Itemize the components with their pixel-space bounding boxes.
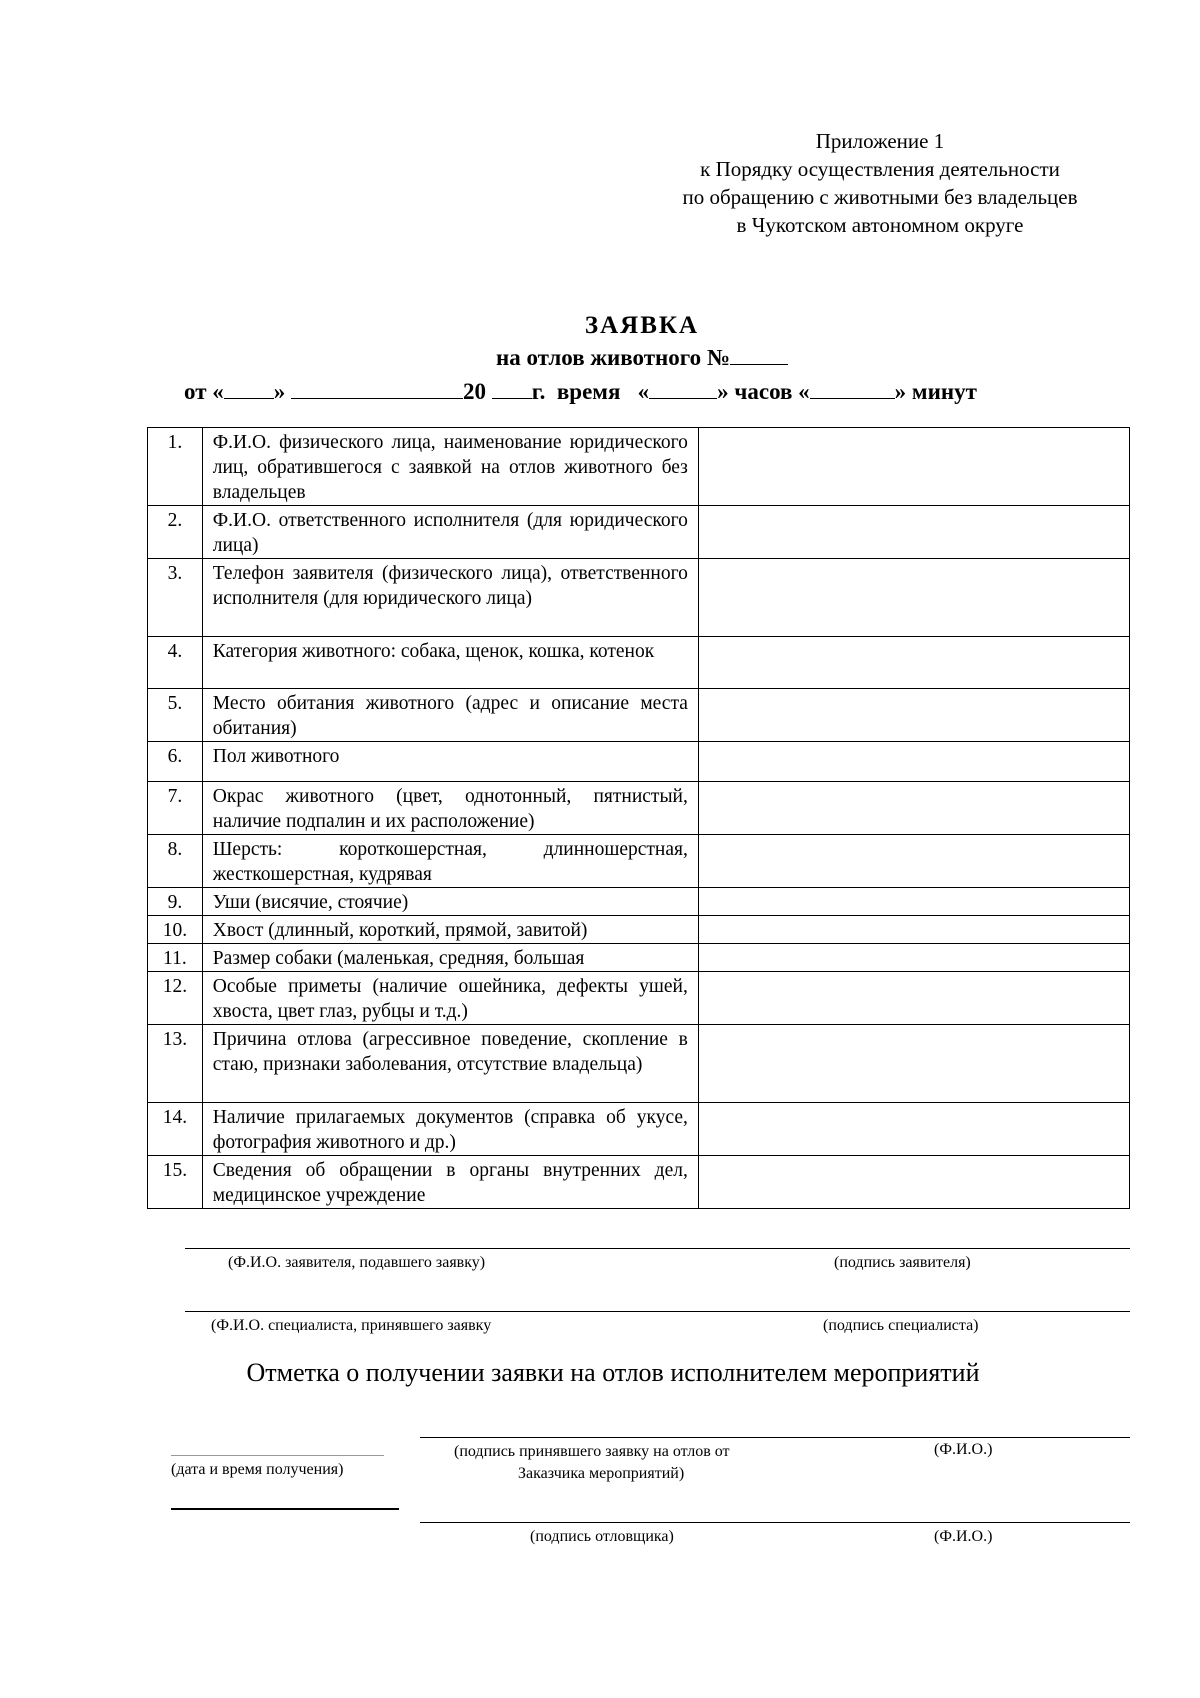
row-label: Наличие прилагаемых документов (справка об укусе, фотография животного и др.) — [202, 1103, 698, 1156]
table-row — [148, 888, 1130, 916]
table-row — [148, 689, 1130, 742]
row-number: 4. — [148, 637, 203, 689]
row-label: Хвост (длинный, короткий, прямой, завитой) — [202, 916, 698, 944]
table-row — [148, 428, 1130, 506]
row-number: 8. — [148, 835, 203, 888]
time-label: г. время — [531, 379, 621, 404]
row-label: Уши (висячие, стоячие) — [202, 888, 698, 916]
date-from-label: от « — [184, 379, 224, 404]
specialist-name-caption: (Ф.И.О. специалиста, принявшего заявку — [211, 1317, 492, 1334]
row-label: Телефон заявителя (физического лица), ответственного исполнителя (для юридического лица) — [202, 559, 698, 637]
row-value-field[interactable] — [698, 428, 1129, 506]
catcher-signature-line[interactable] — [420, 1522, 1130, 1523]
table-row — [148, 1025, 1130, 1103]
row-label: Причина отлова (агрессивное поведение, скопление в стаю, признаки заболевания, отсутствие владельца) — [202, 1025, 698, 1103]
row-label: Ф.И.О. ответственного исполнителя (для юридического лица) — [202, 506, 698, 559]
row-number: 7. — [148, 782, 203, 835]
row-value-field[interactable] — [698, 1156, 1129, 1209]
table-row — [148, 972, 1130, 1025]
table-row — [148, 782, 1130, 835]
row-label: Окрас животного (цвет, однотонный, пятнистый, наличие подпалин и их расположение) — [202, 782, 698, 835]
row-label: Ф.И.О. физического лица, наименование юридического лиц, обратившегося с заявкой на отлов животного без владельцев — [202, 428, 698, 506]
appendix-line-1: Приложение 1 — [815, 129, 945, 153]
day-field[interactable] — [224, 378, 274, 399]
year-field[interactable] — [492, 378, 532, 399]
table-row — [148, 637, 1130, 689]
row-number: 9. — [148, 888, 203, 916]
row-number: 5. — [148, 689, 203, 742]
row-label: Пол животного — [202, 742, 698, 782]
row-number: 10. — [148, 916, 203, 944]
catcher-sign-caption: (подпись отловщика) — [530, 1528, 674, 1545]
row-label: Особые приметы (наличие ошейника, дефекты ушей, хвоста, цвет глаз, рубцы и т.д.) — [202, 972, 698, 1025]
fio-caption-2: (Ф.И.О.) — [934, 1528, 993, 1545]
specialist-sign-caption: (подпись специалиста) — [823, 1317, 979, 1334]
table-row — [148, 506, 1130, 559]
applicant-sign-caption: (подпись заявителя) — [834, 1254, 971, 1271]
row-value-field[interactable] — [698, 637, 1129, 689]
row-value-field[interactable] — [698, 835, 1129, 888]
specialist-signature-line[interactable] — [185, 1311, 1130, 1312]
hours-label: » часов « — [717, 379, 810, 404]
table-row — [148, 742, 1130, 782]
row-number: 13. — [148, 1025, 203, 1103]
table-row — [148, 835, 1130, 888]
row-value-field[interactable] — [698, 888, 1129, 916]
form-title: ЗАЯВКА — [584, 312, 700, 339]
minutes-field[interactable] — [810, 378, 895, 399]
appendix-line-2: к Порядку осуществления деятельности — [700, 157, 1060, 181]
row-value-field[interactable] — [698, 782, 1129, 835]
date-close-label: » — [273, 379, 286, 404]
year-prefix: 20 — [463, 379, 486, 404]
row-number: 12. — [148, 972, 203, 1025]
row-label: Размер собаки (маленькая, средняя, большая — [202, 944, 698, 972]
date-time-caption: (дата и время получения) — [171, 1461, 344, 1478]
row-number: 2. — [148, 506, 203, 559]
table-row — [148, 916, 1130, 944]
subtitle-text: на отлов животного № — [495, 345, 731, 370]
time-open-label: « — [637, 379, 650, 404]
row-number: 14. — [148, 1103, 203, 1156]
row-label: Шерсть: короткошерстная, длинношерстная, жесткошерстная, кудрявая — [202, 835, 698, 888]
request-form-table — [147, 427, 1130, 1209]
row-label: Место обитания животного (адрес и описание места обитания) — [202, 689, 698, 742]
date-time-line — [184, 378, 977, 405]
row-number: 15. — [148, 1156, 203, 1209]
row-value-field[interactable] — [698, 506, 1129, 559]
customer-signature-line[interactable] — [420, 1437, 1130, 1438]
form-subtitle — [0, 344, 1200, 371]
receipt-title: Отметка о получении заявки на отлов исполнителем мероприятий — [246, 1358, 980, 1387]
fio-caption-1: (Ф.И.О.) — [934, 1441, 993, 1458]
table-row — [148, 1156, 1130, 1209]
date-time-line-field[interactable] — [171, 1455, 384, 1456]
appendix-header — [640, 127, 1120, 239]
row-value-field[interactable] — [698, 972, 1129, 1025]
row-value-field[interactable] — [698, 742, 1129, 782]
month-field[interactable] — [291, 378, 463, 399]
extra-signature-line[interactable] — [171, 1508, 399, 1510]
appendix-line-3: по обращению с животными без владельцев — [682, 185, 1078, 209]
row-number: 11. — [148, 944, 203, 972]
table-row — [148, 944, 1130, 972]
customer-sign-caption-1: (подпись принявшего заявку на отлов от — [454, 1443, 730, 1460]
row-value-field[interactable] — [698, 1025, 1129, 1103]
row-value-field[interactable] — [698, 944, 1129, 972]
row-label: Сведения об обращении в органы внутренних дел, медицинское учреждение — [202, 1156, 698, 1209]
row-value-field[interactable] — [698, 916, 1129, 944]
customer-sign-caption-2: Заказчика мероприятий) — [518, 1465, 685, 1482]
applicant-name-caption: (Ф.И.О. заявителя, подавшего заявку) — [228, 1254, 486, 1271]
appendix-line-4: в Чукотском автономном округе — [736, 213, 1024, 237]
row-number: 6. — [148, 742, 203, 782]
row-number: 3. — [148, 559, 203, 637]
table-row — [148, 559, 1130, 637]
row-number: 1. — [148, 428, 203, 506]
hours-field[interactable] — [649, 378, 717, 399]
row-value-field[interactable] — [698, 689, 1129, 742]
applicant-signature-line[interactable] — [185, 1248, 1130, 1249]
request-number-field[interactable] — [730, 344, 788, 365]
row-value-field[interactable] — [698, 1103, 1129, 1156]
table-row — [148, 1103, 1130, 1156]
row-value-field[interactable] — [698, 559, 1129, 637]
minutes-label: » минут — [894, 379, 977, 404]
row-label: Категория животного: собака, щенок, кошка, котенок — [202, 637, 698, 689]
